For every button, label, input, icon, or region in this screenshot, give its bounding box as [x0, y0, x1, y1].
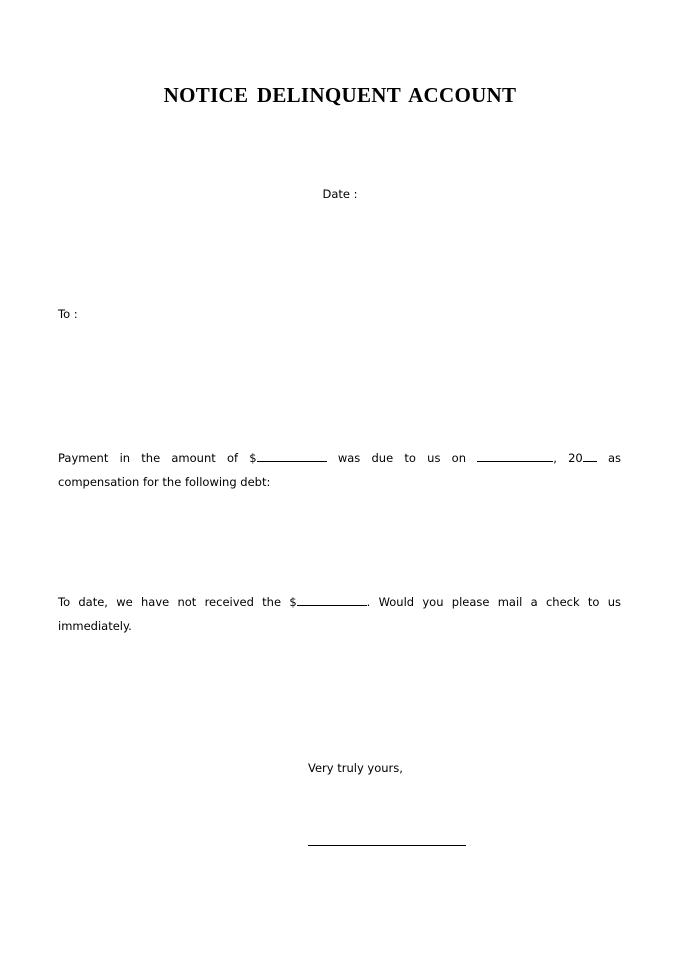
recipient-label: To : — [58, 307, 78, 321]
word: date, — [78, 595, 108, 609]
amount-blank — [257, 450, 327, 462]
word: to — [587, 595, 600, 609]
word: due — [371, 451, 394, 465]
word: received — [204, 595, 254, 609]
due-date-field — [477, 446, 557, 470]
word: on — [451, 451, 466, 465]
payment-paragraph-line1 — [58, 446, 621, 470]
dollar-sign: $ — [289, 595, 297, 609]
signature-line — [308, 845, 466, 846]
notice-paragraph — [58, 590, 621, 638]
closing-salutation: Very truly yours, — [308, 761, 403, 775]
word: was — [337, 451, 361, 465]
word: Would — [378, 595, 415, 609]
word: check — [545, 595, 580, 609]
word: as — [607, 451, 621, 465]
payment-paragraph-line2: compensation for the following debt: — [58, 475, 271, 489]
year-blank — [583, 450, 597, 462]
word: mail — [497, 595, 523, 609]
date-label: Date : — [322, 187, 358, 201]
notice-paragraph-line2: immediately. — [58, 619, 132, 633]
word: we — [116, 595, 133, 609]
word: a — [530, 595, 538, 609]
payment-paragraph — [58, 446, 621, 494]
word: us — [427, 451, 441, 465]
word: in — [119, 451, 131, 465]
year-field — [568, 446, 597, 470]
word: us — [607, 595, 621, 609]
dollar-sign: $ — [249, 451, 257, 465]
word: the — [141, 451, 161, 465]
word: the — [262, 595, 282, 609]
word: you — [422, 595, 444, 609]
word: to — [404, 451, 416, 465]
word: please — [451, 595, 490, 609]
period: . — [366, 595, 371, 609]
received-amount-field — [289, 590, 370, 614]
received-amount-blank — [297, 594, 367, 606]
year-prefix: 20 — [568, 451, 583, 465]
document-title: NOTICE DELINQUENT ACCOUNT — [163, 83, 517, 107]
word: To — [58, 595, 71, 609]
word: have — [140, 595, 170, 609]
word: of — [226, 451, 239, 465]
word: Payment — [58, 451, 109, 465]
amount-field — [249, 446, 326, 470]
notice-paragraph-line1 — [58, 590, 621, 614]
word: not — [177, 595, 197, 609]
due-date-blank — [477, 450, 553, 462]
comma: , — [553, 451, 557, 465]
word: amount — [171, 451, 216, 465]
